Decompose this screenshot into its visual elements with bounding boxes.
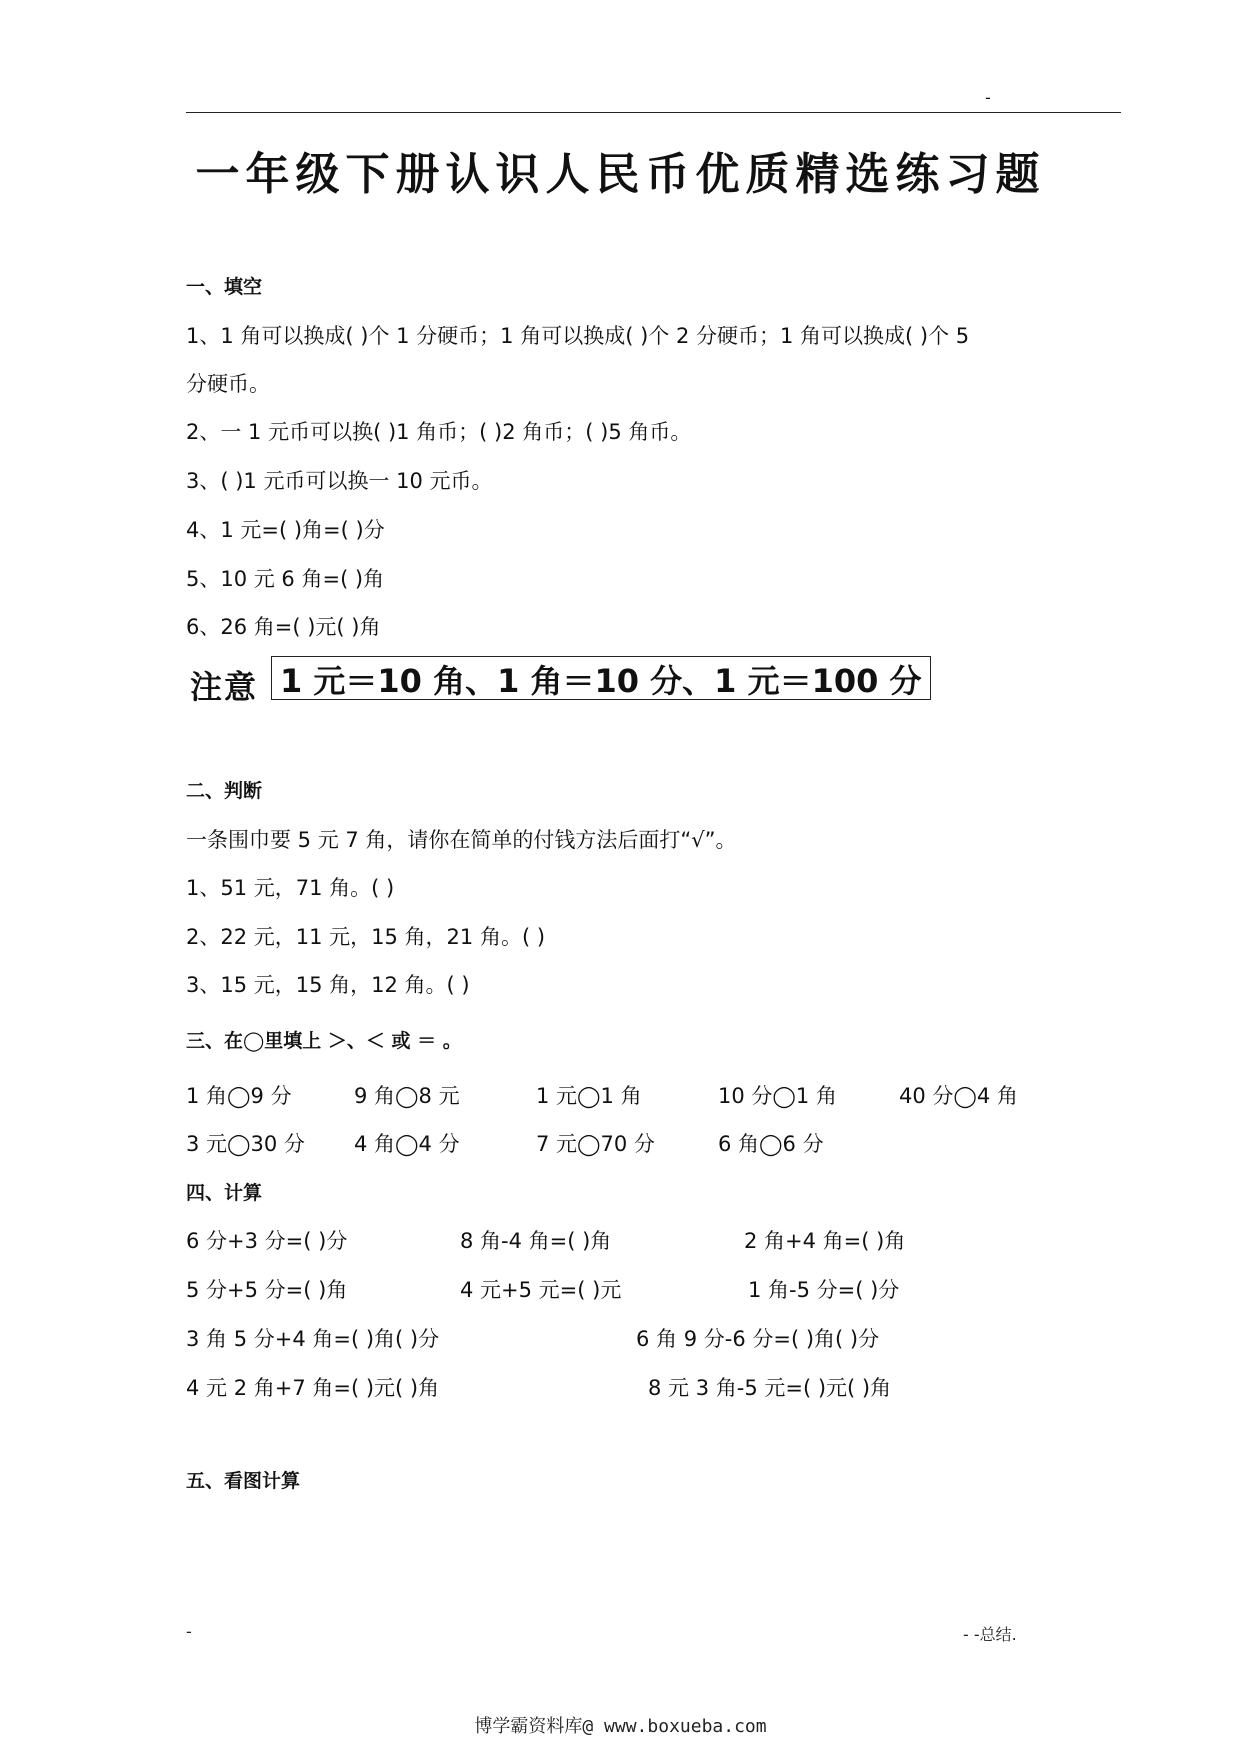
compare-item: 7 元◯70 分	[536, 1132, 655, 1156]
question-line: 1、1 角可以换成( )个 1 分硬币；1 角可以换成( )个 2 分硬币；1 角可以换成( )个 5	[186, 324, 970, 348]
question-line: 2、22 元，11 元，15 角，21 角。( )	[186, 925, 546, 949]
question-line: 3、15 元，15 角，12 角。( )	[186, 973, 470, 997]
section-heading-calculate: 四、计算	[186, 1182, 263, 1204]
section-heading-fill-blank: 一、填空	[186, 276, 263, 298]
compare-item: 9 角◯8 元	[354, 1084, 460, 1108]
calc-item: 5 分+5 分=( )角	[186, 1278, 348, 1302]
compare-item: 40 分◯4 角	[899, 1084, 1018, 1108]
header-mark: -	[985, 88, 991, 107]
calc-item: 6 分+3 分=( )分	[186, 1229, 348, 1253]
question-line: 2、一 1 元币可以换( )1 角币；( )2 角币；( )5 角币。	[186, 420, 692, 444]
watermark: 博学霸资料库@ www.boxueba.com	[474, 1716, 767, 1737]
calc-item: 2 角+4 角=( )角	[744, 1229, 906, 1253]
note-box: 1 元＝10 角、1 角＝10 分、1 元＝100 分	[271, 656, 931, 700]
calc-item: 3 角 5 分+4 角=( )角( )分	[186, 1327, 440, 1351]
page-title: 一年级下册认识人民币优质精选练习题	[195, 149, 1046, 200]
compare-item: 3 元◯30 分	[186, 1132, 305, 1156]
calc-item: 4 元 2 角+7 角=( )元( )角	[186, 1376, 440, 1400]
question-line: 分硬币。	[186, 372, 270, 396]
question-line: 1、51 元，71 角。( )	[186, 876, 395, 900]
footer-left-mark: -	[186, 1622, 192, 1641]
compare-item: 1 角◯9 分	[186, 1084, 292, 1108]
compare-item: 6 角◯6 分	[718, 1132, 824, 1156]
calc-item: 4 元+5 元=( )元	[460, 1278, 622, 1302]
section-heading-compare: 三、在◯里填上 ＞、＜ 或 ＝ 。	[186, 1030, 462, 1052]
question-line: 5、10 元 6 角=( )角	[186, 567, 385, 591]
section-heading-picture-calc: 五、看图计算	[186, 1470, 301, 1492]
calc-item: 1 角-5 分=( )分	[748, 1278, 900, 1302]
header-rule	[186, 112, 1121, 113]
section-heading-judge: 二、判断	[186, 780, 263, 802]
footer-right-text: - -总结.	[963, 1625, 1017, 1644]
question-line: 4、1 元=( )角=( )分	[186, 518, 385, 542]
question-line: 6、26 角=( )元( )角	[186, 615, 381, 639]
calc-item: 6 角 9 分-6 分=( )角( )分	[636, 1327, 880, 1351]
note-label: 注意	[190, 668, 259, 706]
compare-item: 10 分◯1 角	[718, 1084, 837, 1108]
compare-item: 4 角◯4 分	[354, 1132, 460, 1156]
question-line: 一条围巾要 5 元 7 角，请你在简单的付钱方法后面打“√”。	[186, 828, 737, 852]
calc-item: 8 元 3 角-5 元=( )元( )角	[648, 1376, 892, 1400]
compare-item: 1 元◯1 角	[536, 1084, 642, 1108]
question-line: 3、( )1 元币可以换一 10 元币。	[186, 469, 493, 493]
calc-item: 8 角-4 角=( )角	[460, 1229, 612, 1253]
